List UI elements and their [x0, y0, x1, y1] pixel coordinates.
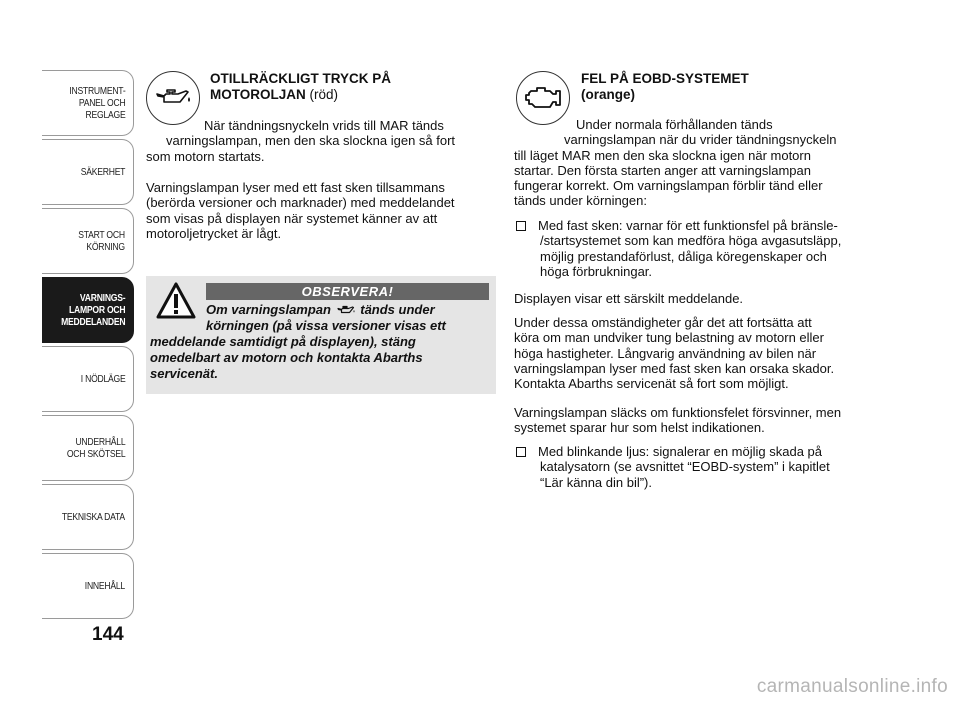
eobd-para3: [514, 315, 870, 391]
text-line: Under dessa omständigheter går det att fortsätta att: [514, 315, 812, 330]
eobd-para1: [514, 117, 870, 209]
text-line: varningslampan lyser med fast sken kan orsaka skador.: [514, 360, 835, 376]
title-line: MOTOROLJAN: [210, 87, 306, 102]
text-line: varningslampan när du vrider tändningsnyckeln: [564, 132, 837, 148]
text-line: Med fast sken: varnar för ett funktionsfel på bränsle-: [538, 218, 838, 233]
text-line: tänds under körningen:: [514, 193, 647, 209]
text-line: (berörda versioner och marknader) med meddelandet: [146, 195, 455, 211]
tab-sakerhet[interactable]: [42, 139, 134, 205]
eobd-title: [581, 71, 749, 103]
oil-pressure-para2: [146, 180, 496, 241]
eobd-para4: [514, 405, 870, 436]
note-header: OBSERVERA!: [206, 283, 489, 300]
text-line: startar. Den första starten anger att varningslampan: [514, 162, 811, 178]
tab-label: VARNINGS- LAMPOR OCH MEDDELANDEN: [60, 292, 125, 328]
text-line: till läget MAR men den ska slockna igen när motorn: [514, 147, 811, 163]
text-line: som visas på displayen när systemet känner av att: [146, 210, 438, 226]
tab-label: START OCH KÖRNING: [78, 229, 125, 253]
text-line: Kontakta Abarths servicenät så fort som möjligt.: [514, 376, 789, 392]
tab-i-nodlage[interactable]: [42, 346, 134, 412]
title-line: OTILLRÄCKLIGT TRYCK PÅ: [210, 71, 391, 86]
tab-instrumentpanel[interactable]: [42, 70, 134, 136]
text-line: /startsystemet som kan medföra höga avgasutsläpp,: [540, 233, 842, 249]
checkbox-icon: [516, 447, 526, 457]
note-box: [146, 276, 496, 394]
bullet-item: [516, 218, 872, 280]
tab-label: INNEHÅLL: [84, 580, 125, 592]
text-line: möjlig prestandaförlust, dåliga köregenskaper och: [540, 248, 827, 264]
text-line: köra om man undviker tung belastning av motorn eller: [514, 330, 824, 346]
oil-pressure-para1: [146, 118, 496, 164]
checkbox-icon: [516, 221, 526, 231]
note-line: servicenät.: [150, 366, 218, 381]
text-line: motoroljetrycket är lågt.: [146, 225, 282, 241]
note-line: omedelbart av motorn och kontakta Abarths: [150, 350, 423, 365]
tab-label: INSTRUMENT- PANEL OCH REGLAGE: [68, 85, 125, 121]
note-text-part: tänds under: [360, 302, 435, 317]
text-line: Med blinkande ljus: signalerar en möjlig skada på: [538, 444, 822, 459]
title-color: (orange): [581, 87, 635, 102]
text-line: höga hastigheter. Långvarig användning av bilen när: [514, 345, 817, 361]
tab-label: TEKNISKA DATA: [62, 511, 125, 523]
text-line: När tändningsnyckeln vrids till MAR tänds: [204, 118, 444, 133]
tab-label: I NÖDLÄGE: [80, 373, 125, 385]
warning-triangle-icon: [156, 282, 196, 319]
watermark: carmanualsonline.info: [756, 676, 948, 697]
note-line: [206, 302, 435, 318]
tab-label: UNDERHÅLL OCH SKÖTSEL: [66, 436, 125, 460]
title-line: FEL PÅ EOBD-SYSTEMET: [581, 71, 749, 86]
note-line: körningen (på vissa versioner visas ett: [206, 318, 446, 333]
text-line: varningslampan, men den ska slockna igen så fort: [166, 133, 456, 149]
text-line: höga förbrukningar.: [540, 263, 653, 279]
oil-pressure-title: [210, 71, 391, 103]
title-color: (röd): [309, 87, 339, 102]
text-line: Under normala förhållanden tänds: [576, 117, 773, 132]
bullet-text: [538, 444, 830, 490]
tab-varningslampor[interactable]: [42, 277, 134, 343]
text-line: Varningslampan släcks om funktionsfelet försvinner, men: [514, 405, 842, 420]
text-line: systemet sparar hur som helst indikationen.: [514, 420, 765, 436]
tab-start-och-korning[interactable]: [42, 208, 134, 274]
tab-innehall[interactable]: [42, 553, 134, 619]
text-line: fungerar korrekt. Om varningslampan förblir tänd eller: [514, 178, 823, 194]
text-line: som motorn startats.: [146, 148, 265, 164]
bullet-item: [516, 444, 872, 492]
page-number: 144: [92, 624, 124, 645]
tab-underhall[interactable]: [42, 415, 134, 481]
oil-can-icon: [146, 71, 200, 125]
tab-tekniska-data[interactable]: [42, 484, 134, 550]
tab-label: SÄKERHET: [80, 166, 125, 178]
chapter-tabs: [42, 70, 134, 622]
text-line: katalysatorn (se avsnittet “EOBD-system” i kapitlet: [540, 459, 830, 475]
text-line: “Lär känna din bil”).: [540, 474, 652, 490]
note-line: meddelande samtidigt på displayen), stäng: [150, 334, 416, 349]
oil-can-icon: [335, 305, 357, 316]
note-text-part: Om varningslampan: [206, 302, 331, 317]
eobd-para2: Displayen visar ett särskilt meddelande.: [514, 291, 744, 306]
bullet-text: [538, 218, 841, 279]
text-line: Varningslampan lyser med ett fast sken tillsammans: [146, 180, 445, 195]
